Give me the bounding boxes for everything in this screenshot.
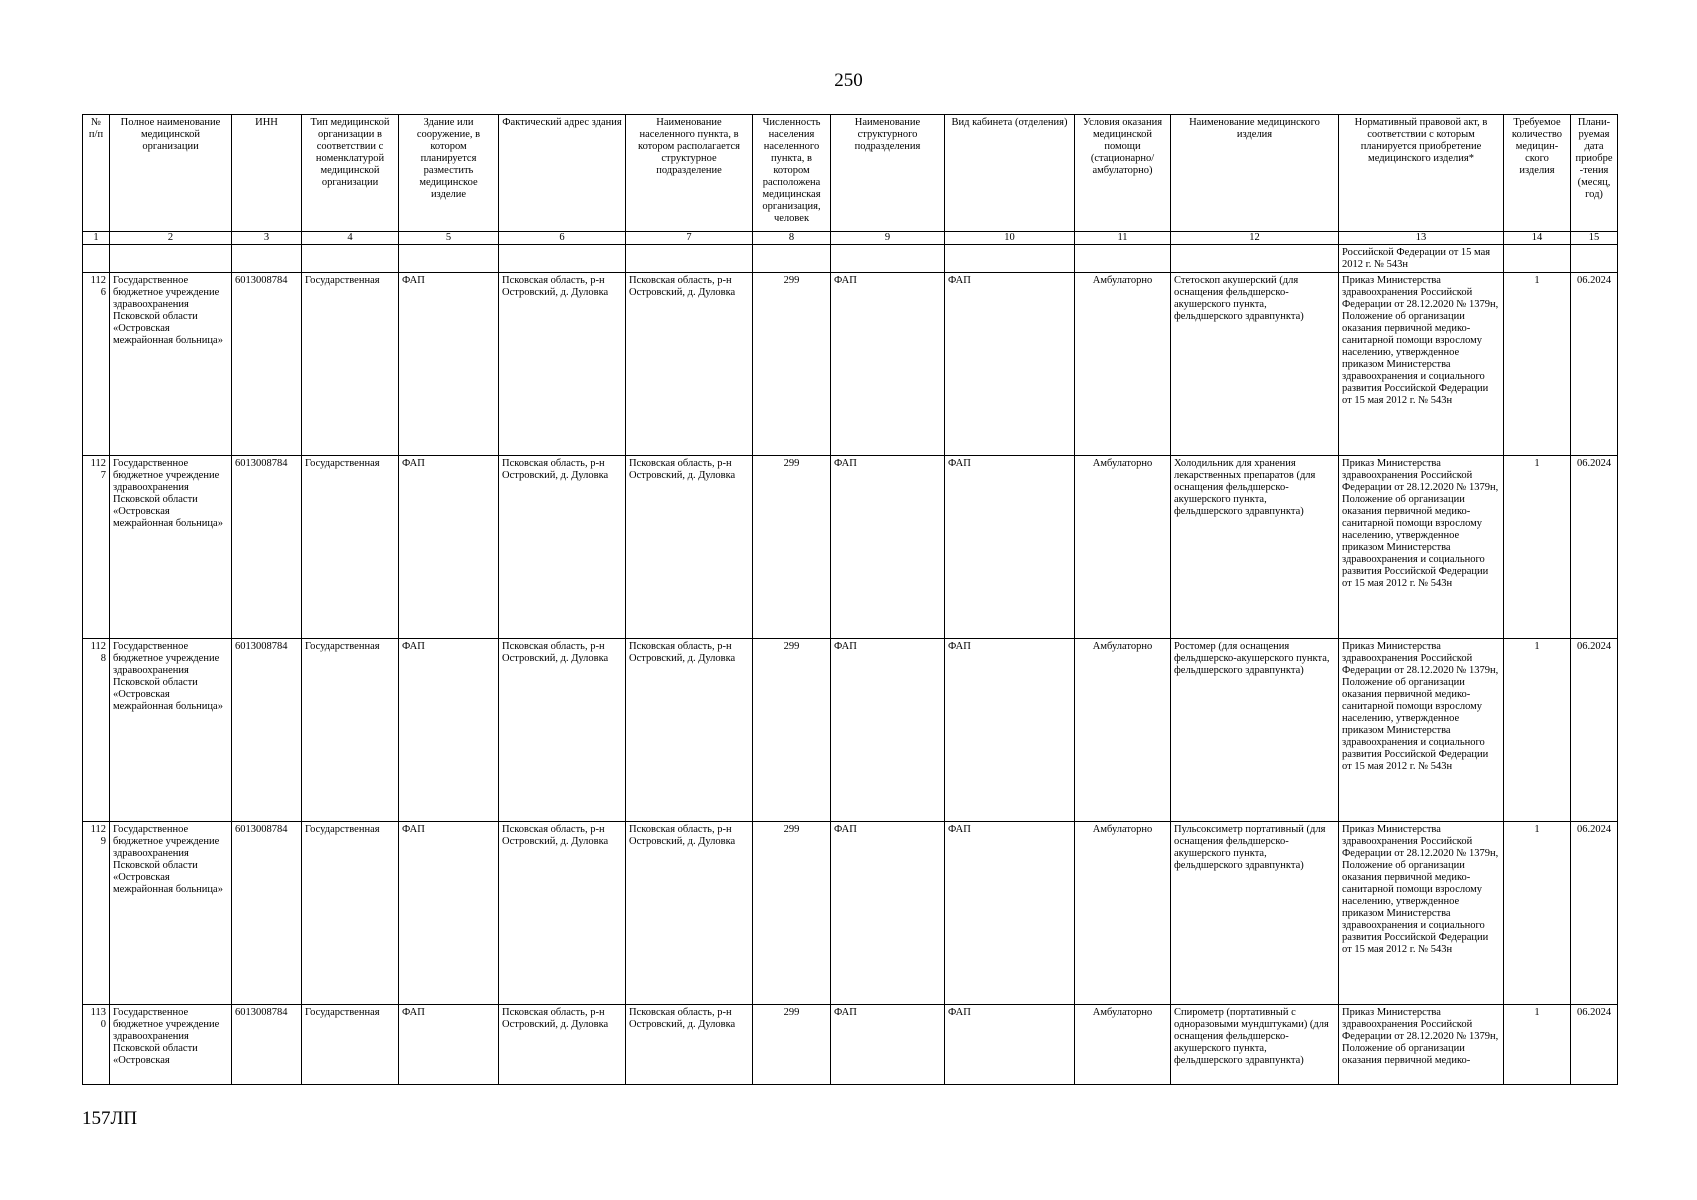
cell-structural-unit: ФАП (831, 273, 945, 456)
column-number: 3 (232, 232, 302, 245)
header-cell: Наименование населенного пункта, в котором располагается структурное подразделение (626, 115, 753, 232)
cell-address: Псковская область, р-н Островский, д. Дуловка (499, 822, 626, 1005)
header-cell: Численность населения населенного пункта, в котором расположена медицинская организация, человек (753, 115, 831, 232)
cell-row-number: 1128 (83, 639, 110, 822)
medical-equipment-table (82, 114, 1618, 1085)
column-number: 11 (1075, 232, 1171, 245)
cell-address: Псковская область, р-н Островский, д. Дуловка (499, 273, 626, 456)
cell-row-number: 1126 (83, 273, 110, 456)
cell-cabinet-type: ФАП (945, 456, 1075, 639)
cell-cabinet-type: ФАП (945, 822, 1075, 1005)
cell-settlement: Псковская область, р-н Островский, д. Дуловка (626, 1005, 753, 1085)
cell-cabinet-type: ФАП (945, 1005, 1075, 1085)
cell-cabinet-type: ФАП (945, 273, 1075, 456)
header-cell: Нормативный правовой акт, в соответствии с которым планируется приобретение медицинского изделия* (1339, 115, 1504, 232)
header-cell: Условия оказания медицинской помощи (стационарно/ амбулаторно) (1075, 115, 1171, 232)
cell-population: 299 (753, 273, 831, 456)
cell-org-type: Государственная (302, 273, 399, 456)
cell-org-type: Государственная (302, 456, 399, 639)
cell-device-name: Стетоскоп акушерский (для оснащения фельдшерско-акушерского пункта, фельдшерского здравпункта) (1171, 273, 1339, 456)
column-number: 13 (1339, 232, 1504, 245)
cell-quantity: 1 (1504, 822, 1571, 1005)
header-cell: ИНН (232, 115, 302, 232)
header-row (83, 115, 1618, 232)
cell-building: ФАП (399, 456, 499, 639)
column-number: 9 (831, 232, 945, 245)
header-cell: Наименование медицинского изделия (1171, 115, 1339, 232)
cell-legal-act: Приказ Министерства здравоохранения Российской Федерации от 28.12.2020 № 1379н, Положение об организации оказания первичной медико-санитарной помощи взрослому населению, утвержденное приказом Министерства здравоохранения и социального развития Российской Федерации от 15 мая 2012 г. № 543н (1339, 273, 1504, 456)
cell-inn: 6013008784 (232, 456, 302, 639)
cell-care-conditions: Амбулаторно (1075, 822, 1171, 1005)
header-cell: Здание или сооружение, в котором планируется разместить медицинское изделие (399, 115, 499, 232)
page-number: 250 (834, 70, 863, 91)
cell-settlement: Псковская область, р-н Островский, д. Дуловка (626, 456, 753, 639)
cell-structural-unit: ФАП (831, 456, 945, 639)
cell-building: ФАП (399, 639, 499, 822)
footer-code: 157ЛП (82, 1108, 138, 1129)
header-cell: Фактический адрес здания (499, 115, 626, 232)
column-number: 4 (302, 232, 399, 245)
column-number: 10 (945, 232, 1075, 245)
cell-org-type: Государственная (302, 1005, 399, 1085)
column-number: 1 (83, 232, 110, 245)
column-number: 12 (1171, 232, 1339, 245)
cell-inn: 6013008784 (232, 639, 302, 822)
cell-org-name: Государственное бюджетное учреждение здравоохранения Псковской области «Островская межрайонная больница» (110, 273, 232, 456)
cell-care-conditions: Амбулаторно (1075, 456, 1171, 639)
header-cell: Плани-руемая дата приобре-тения (месяц, год) (1571, 115, 1618, 232)
cell-org-type: Государственная (302, 822, 399, 1005)
cell-address: Псковская область, р-н Островский, д. Дуловка (499, 1005, 626, 1085)
header-cell: Наименование структурного подразделения (831, 115, 945, 232)
cell-device-name: Холодильник для хранения лекарственных препаратов (для оснащения фельдшерско-акушерского пункта, фельдшерского здравпункта) (1171, 456, 1339, 639)
cell-org-name: Государственное бюджетное учреждение здравоохранения Псковской области «Островская межрайонная больница» (110, 456, 232, 639)
cell-org-name: Государственное бюджетное учреждение здравоохранения Псковской области «Островская межрайонная больница» (110, 822, 232, 1005)
cell-legal-act: Приказ Министерства здравоохранения Российской Федерации от 28.12.2020 № 1379н, Положение об организации оказания первичной медико-санитарной помощи взрослому населению, утвержденное приказом Министерства здравоохранения и социального развития Российской Федерации от 15 мая 2012 г. № 543н (1339, 639, 1504, 822)
cell-legal-act: Приказ Министерства здравоохранения Российской Федерации от 28.12.2020 № 1379н, Положение об организации оказания первичной медико-санитарной помощи взрослому населению, утвержденное приказом Министерства здравоохранения и социального развития Российской Федерации от 15 мая 2012 г. № 543н (1339, 822, 1504, 1005)
cell-structural-unit: ФАП (831, 1005, 945, 1085)
cell-structural-unit: ФАП (831, 639, 945, 822)
cell-population: 299 (753, 456, 831, 639)
cell-address: Псковская область, р-н Островский, д. Дуловка (499, 456, 626, 639)
header-cell: Требуемое количество медицин-ского изделия (1504, 115, 1571, 232)
cell-settlement: Псковская область, р-н Островский, д. Дуловка (626, 639, 753, 822)
table-row (83, 456, 1618, 639)
cell-row-number: 1130 (83, 1005, 110, 1085)
cell-structural-unit: ФАП (831, 822, 945, 1005)
cell-population: 299 (753, 639, 831, 822)
cell-inn: 6013008784 (232, 1005, 302, 1085)
cell-device-name: Ростомер (для оснащения фельдшерско-акушерского пункта, фельдшерского здравпункта) (1171, 639, 1339, 822)
header-cell: Полное наименование медицинской организации (110, 115, 232, 232)
cell-care-conditions: Амбулаторно (1075, 1005, 1171, 1085)
table-row (83, 822, 1618, 1005)
column-number: 15 (1571, 232, 1618, 245)
table-row (83, 273, 1618, 456)
column-number: 7 (626, 232, 753, 245)
cell-row-number: 1129 (83, 822, 110, 1005)
cell-building: ФАП (399, 1005, 499, 1085)
cell-building: ФАП (399, 273, 499, 456)
column-number: 6 (499, 232, 626, 245)
table-row (83, 639, 1618, 822)
table-row (83, 1005, 1618, 1085)
cell-inn: 6013008784 (232, 273, 302, 456)
column-number: 2 (110, 232, 232, 245)
cell-inn: 6013008784 (232, 822, 302, 1005)
continuation-text: Российской Федерации от 15 мая 2012 г. № 543н (1339, 245, 1504, 273)
cell-legal-act: Приказ Министерства здравоохранения Российской Федерации от 28.12.2020 № 1379н, Положение об организации оказания первичной медико- (1339, 1005, 1504, 1085)
cell-org-type: Государственная (302, 639, 399, 822)
cell-row-number: 1127 (83, 456, 110, 639)
continuation-row (83, 245, 1618, 273)
cell-org-name: Государственное бюджетное учреждение здравоохранения Псковской области «Островская межрайонная больница» (110, 639, 232, 822)
cell-care-conditions: Амбулаторно (1075, 273, 1171, 456)
cell-quantity: 1 (1504, 273, 1571, 456)
cell-quantity: 1 (1504, 1005, 1571, 1085)
column-number: 5 (399, 232, 499, 245)
cell-population: 299 (753, 1005, 831, 1085)
column-number: 8 (753, 232, 831, 245)
cell-planned-date: 06.2024 (1571, 1005, 1618, 1085)
cell-device-name: Спирометр (портативный с одноразовыми мундштуками) (для оснащения фельдшерско-акушерского пункта, фельдшерского здравпункта) (1171, 1005, 1339, 1085)
cell-planned-date: 06.2024 (1571, 273, 1618, 456)
column-number: 14 (1504, 232, 1571, 245)
cell-settlement: Псковская область, р-н Островский, д. Дуловка (626, 822, 753, 1005)
cell-planned-date: 06.2024 (1571, 639, 1618, 822)
header-cell: Вид кабинета (отделения) (945, 115, 1075, 232)
cell-population: 299 (753, 822, 831, 1005)
cell-quantity: 1 (1504, 639, 1571, 822)
cell-address: Псковская область, р-н Островский, д. Дуловка (499, 639, 626, 822)
column-number-row (83, 232, 1618, 245)
cell-building: ФАП (399, 822, 499, 1005)
header-cell: Тип медицинской организации в соответствии с номенклатурой медицинской организации (302, 115, 399, 232)
cell-planned-date: 06.2024 (1571, 822, 1618, 1005)
header-cell: № п/п (83, 115, 110, 232)
cell-device-name: Пульсоксиметр портативный (для оснащения фельдшерско-акушерского пункта, фельдшерского здравпункта) (1171, 822, 1339, 1005)
cell-care-conditions: Амбулаторно (1075, 639, 1171, 822)
cell-cabinet-type: ФАП (945, 639, 1075, 822)
cell-planned-date: 06.2024 (1571, 456, 1618, 639)
cell-quantity: 1 (1504, 456, 1571, 639)
cell-org-name: Государственное бюджетное учреждение здравоохранения Псковской области «Островская (110, 1005, 232, 1085)
cell-legal-act: Приказ Министерства здравоохранения Российской Федерации от 28.12.2020 № 1379н, Положение об организации оказания первичной медико-санитарной помощи взрослому населению, утвержденное приказом Министерства здравоохранения и социального развития Российской Федерации от 15 мая 2012 г. № 543н (1339, 456, 1504, 639)
cell-settlement: Псковская область, р-н Островский, д. Дуловка (626, 273, 753, 456)
